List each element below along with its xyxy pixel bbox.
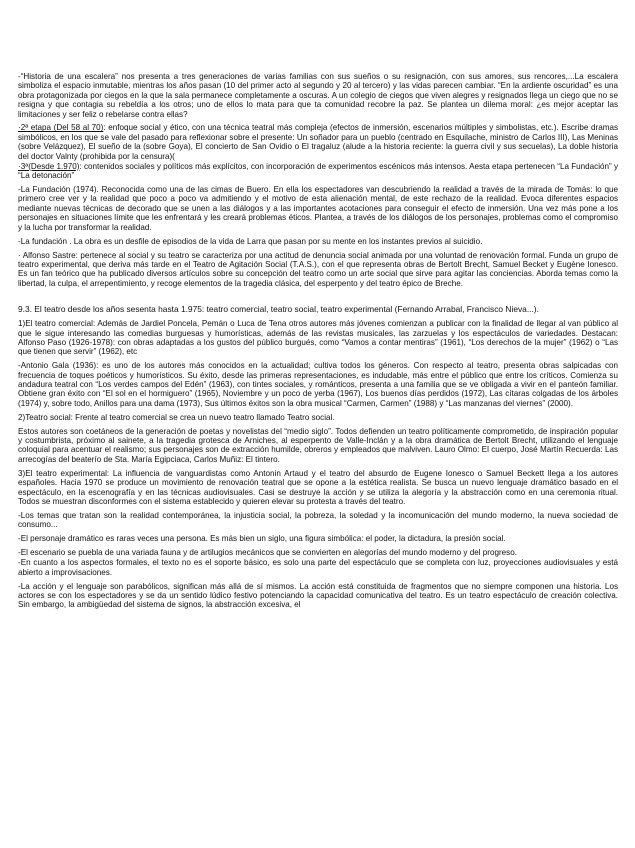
text-tercera-etapa: : contenidos sociales y políticos más explícitos, con incorporación de experimentos escénicos más intensos. Aesta etapa pertenecen “La Fundación” y “La detonación” — [18, 161, 619, 181]
paragraph-autores-sociales: Estos autores son coetáneos de la generación de poetas y novelistas del “medio siglo”. Todos defienden un teatro políticamente comprometido, de inspiración popular y costumbrista, próximo al sainete, a la tragedia grotesca de Arniches, al esperpento de Valle-Inclán y a la obra dramática de Bertolt Brecht, utilizando el lenguaje coloquial para acentuar el realismo; sus personajes son de extracción humilde, obreros y empleados que malviven. Lauro Olmo: El cuerpo, José Martín Recuerda: Las arrecogías del beaterío de Sta. María Egipciaca, Carlos Muñiz: El tintero. — [18, 426, 618, 464]
paragraph-aspectos-formales: -En cuanto a los aspectos formales, el texto no es el soporte básico, es solo una parte del espectáculo que se completa con luz, proyecciones audiovisuales y está abierto a improvisaciones. — [18, 558, 618, 577]
paragraph-accion-lenguaje: -La acción y el lenguaje son parabólicos, significan más allá de sí mismos. La acción está constituida de fragmentos que no siempre componen una historia. Los actores se con los espectadores y se da un sentido lúdico festivo potenciando la capacidad comunicativa del teatro. Es un teatro espectáculo de creación colectiva. Sin embargo, la ambigüedad del sistema de signos, la abstracción excesiva, el — [18, 581, 618, 610]
paragraph-tercera-etapa — [18, 162, 618, 181]
paragraph-temas: -Los temas que tratan son la realidad contemporánea, la injusticia social, la pobreza, la soledad y la incomunicación del mundo moderno, la nueva sociedad de consumo... — [18, 510, 618, 530]
paragraph-alfonso-sastre: · Alfonso Sastre: pertenece al social y su teatro se caracteriza por una actitud de denuncia social animada por una voluntad de renovación formal. Funda un grupo de teatro experimental, que deriva más tarde en el Teatro de Agitación Social (T.A.S.), con el que representa obras de Bertolt Brecht, Samuel Becket y Eugène Ionesco. Es un fan teórico que ha publicado diversos artículos sobre su concepción del teatro como un arte social que sirve para agitar las conciencias. Aborda temas como la libertad, la culpa, el arrepentimiento, y recoge elementos de la tragedia clásica, del esperpento y del teatro épico de Breche. — [18, 250, 618, 288]
section-heading-9-3: 9.3. El teatro desde los años sesenta hasta 1.975: teatro comercial, teatro social, teatro experimental (Fernando Arrabal, Francisco Nieva...). — [18, 304, 539, 315]
paragraph-la-fundacion: -La Fundación (1974). Reconocida como una de las cimas de Buero. En ella los espectadores van descubriendo la realidad a través de la mirada de Tomás: lo que primero cree ver y la realidad que poco a poco va admitiendo y el motivo de esta alienación mental, de este rechazo de la realidad. Evoca diferentes espacios mediante nuevas técnicas de decorado que se unen a las diálogos y a las importantes acotaciones para conseguir el efecto de inmersión. Una vez más pone a los personajes en situaciones límite que les enfrentará y les creará problemas éticos. Plantea, a través de los diálogos de los personajes, problemas como el compromiso y la lucha por transformar la realidad. — [18, 185, 618, 232]
paragraph-escenario: -El escenario se puebla de una variada fauna y de artilugios mecánicos que se convierten en alegorías del mundo moderno y del progreso. — [18, 548, 517, 558]
paragraph-antonio-gala: -Antonio Gala (1936): es uno de los autores más conocidos en la actualidad; cultiva todos los géneros. Con respecto al teatro, presenta obras salpicadas con frecuencia de toques poéticos y humorísticos. Su éxito, desde las primeras representaciones, es indudable, más entre el público que entre los críticos. Comienza su andadura teatral con “Los verdes campos del Edén” (1963), con tintes sociales, y románticos, presenta a una familia que se ve obligada a vivir en el panteón familiar. Obtiene gran éxito con “El sol en el hormiguero” (1965), Noviembre y un poco de yerba (1967), Los buenos días perdidos (1972), Las cítaras colgadas de los árboles (1974) y, sobre todo, Anillos para una dama (1973), Sus últimos éxitos son la obra musical “Carmen, Carmen” (1988) y “Las manzanas del viernes” (2000). — [18, 361, 618, 408]
paragraph-la-fundacion-larra: -La fundación . La obra es un desfile de episodios de la vida de Larra que pasan por su mente en los instantes previos al suicidio. — [18, 236, 483, 246]
paragraph-teatro-comercial: 1)El teatro comercial: Además de Jardiel Poncela, Pemán o Luca de Tena otros autores más jóvenes comienzan a publicar con la finalidad de llegar al van público al que le sigue interesando las comedias burguesas y humorísticas, además de las revistas musicales, las zarzuelas y los espectáculos de variedades. Destacan: Alfonso Paso (1926-1978): con obras adaptadas a los gustos del público burgués, como “Vamos a contar mentiras” (1961), “Los derechos de la mujer” (1962) o “Las que tienen que servir” (1962), etc — [18, 319, 618, 357]
paragraph-historia-escalera: -“Historia de una escalera” nos presenta a tres generaciones de varias familias con sus sueños o su resignación, con sus amores, sus rencores,...La escalera simboliza el espacio inmutable, mientras los años pasan (10 del primer acto al segundo y 20 al tercero) y las vidas parecen cambiar. “En la ardiente oscuridad” es una obra protagonizada por ciegos en la que la sala permanece completamente a oscuras. A un colegio de ciegos que viven alegres y resignados llega un ciego que no se resigna y que contagia su rebeldía a los otros; uno de ellos lo mata para que ta comunidad recobre la paz. Se plantea un dilema moral: ¿es mejor aceptar las limitaciones y ser feliz o rebelarse contra ellas? — [18, 72, 618, 119]
document-page — [18, 72, 618, 614]
paragraph-teatro-experimental: 3)El teatro experimental: La influencia de vanguardistas como Antonin Artaud y el teatro del absurdo de Eugene Ionesco o Samuel Beckett llega a los autores españoles. Hacia 1970 se produce un movimiento de renovación teatral que se opone a la estética realista. Se busca un nuevo lenguaje dramático basado en el espectáculo, en la escenografía y en las técnicas audiovisuales. Casi se destruye la acción y se utiliza la alegoría y la abstracción como en una ceremonia ritual. Todos se muestran disconformes con el sistema establecido y quieren elevar su protesta a través del teatro. — [18, 468, 618, 506]
paragraph-segunda-etapa — [18, 123, 618, 161]
paragraph-personaje: -El personaje dramático es raras veces una persona. Es más bien un siglo, una figura simbólica: el poder, la dictadura, la presión social. — [18, 534, 506, 544]
paragraph-teatro-social: 2)Teatro social: Frente al teatro comercial se crea un nuevo teatro llamado Teatro social. — [18, 412, 335, 422]
heading-segunda-etapa: ·2ª etapa (Del 58 al 70) — [18, 123, 104, 133]
text-segunda-etapa: : enfoque social y ético, con una técnica teatral más compleja (efectos de inmersión, escenarios múltiples y simbolistas, etc.). Escribe dramas simbólicos, en los que se vale del pasado para reflexionar sobre el presente: Un soñador para un pueblo (centrado en Esquilache, ministro de Carlos III), Las Meninas (sobre Velázquez), El sueño de la (sobre Goya), El concierto de San Ovidio o El tragaluz (alude a la historia reciente: la guerra civil y sus secuelas), La doble historia del doctor Valnty (prohibida por la censura)( — [18, 123, 619, 161]
heading-tercera-etapa: ·3ª(Desde 1.970) — [18, 161, 80, 171]
